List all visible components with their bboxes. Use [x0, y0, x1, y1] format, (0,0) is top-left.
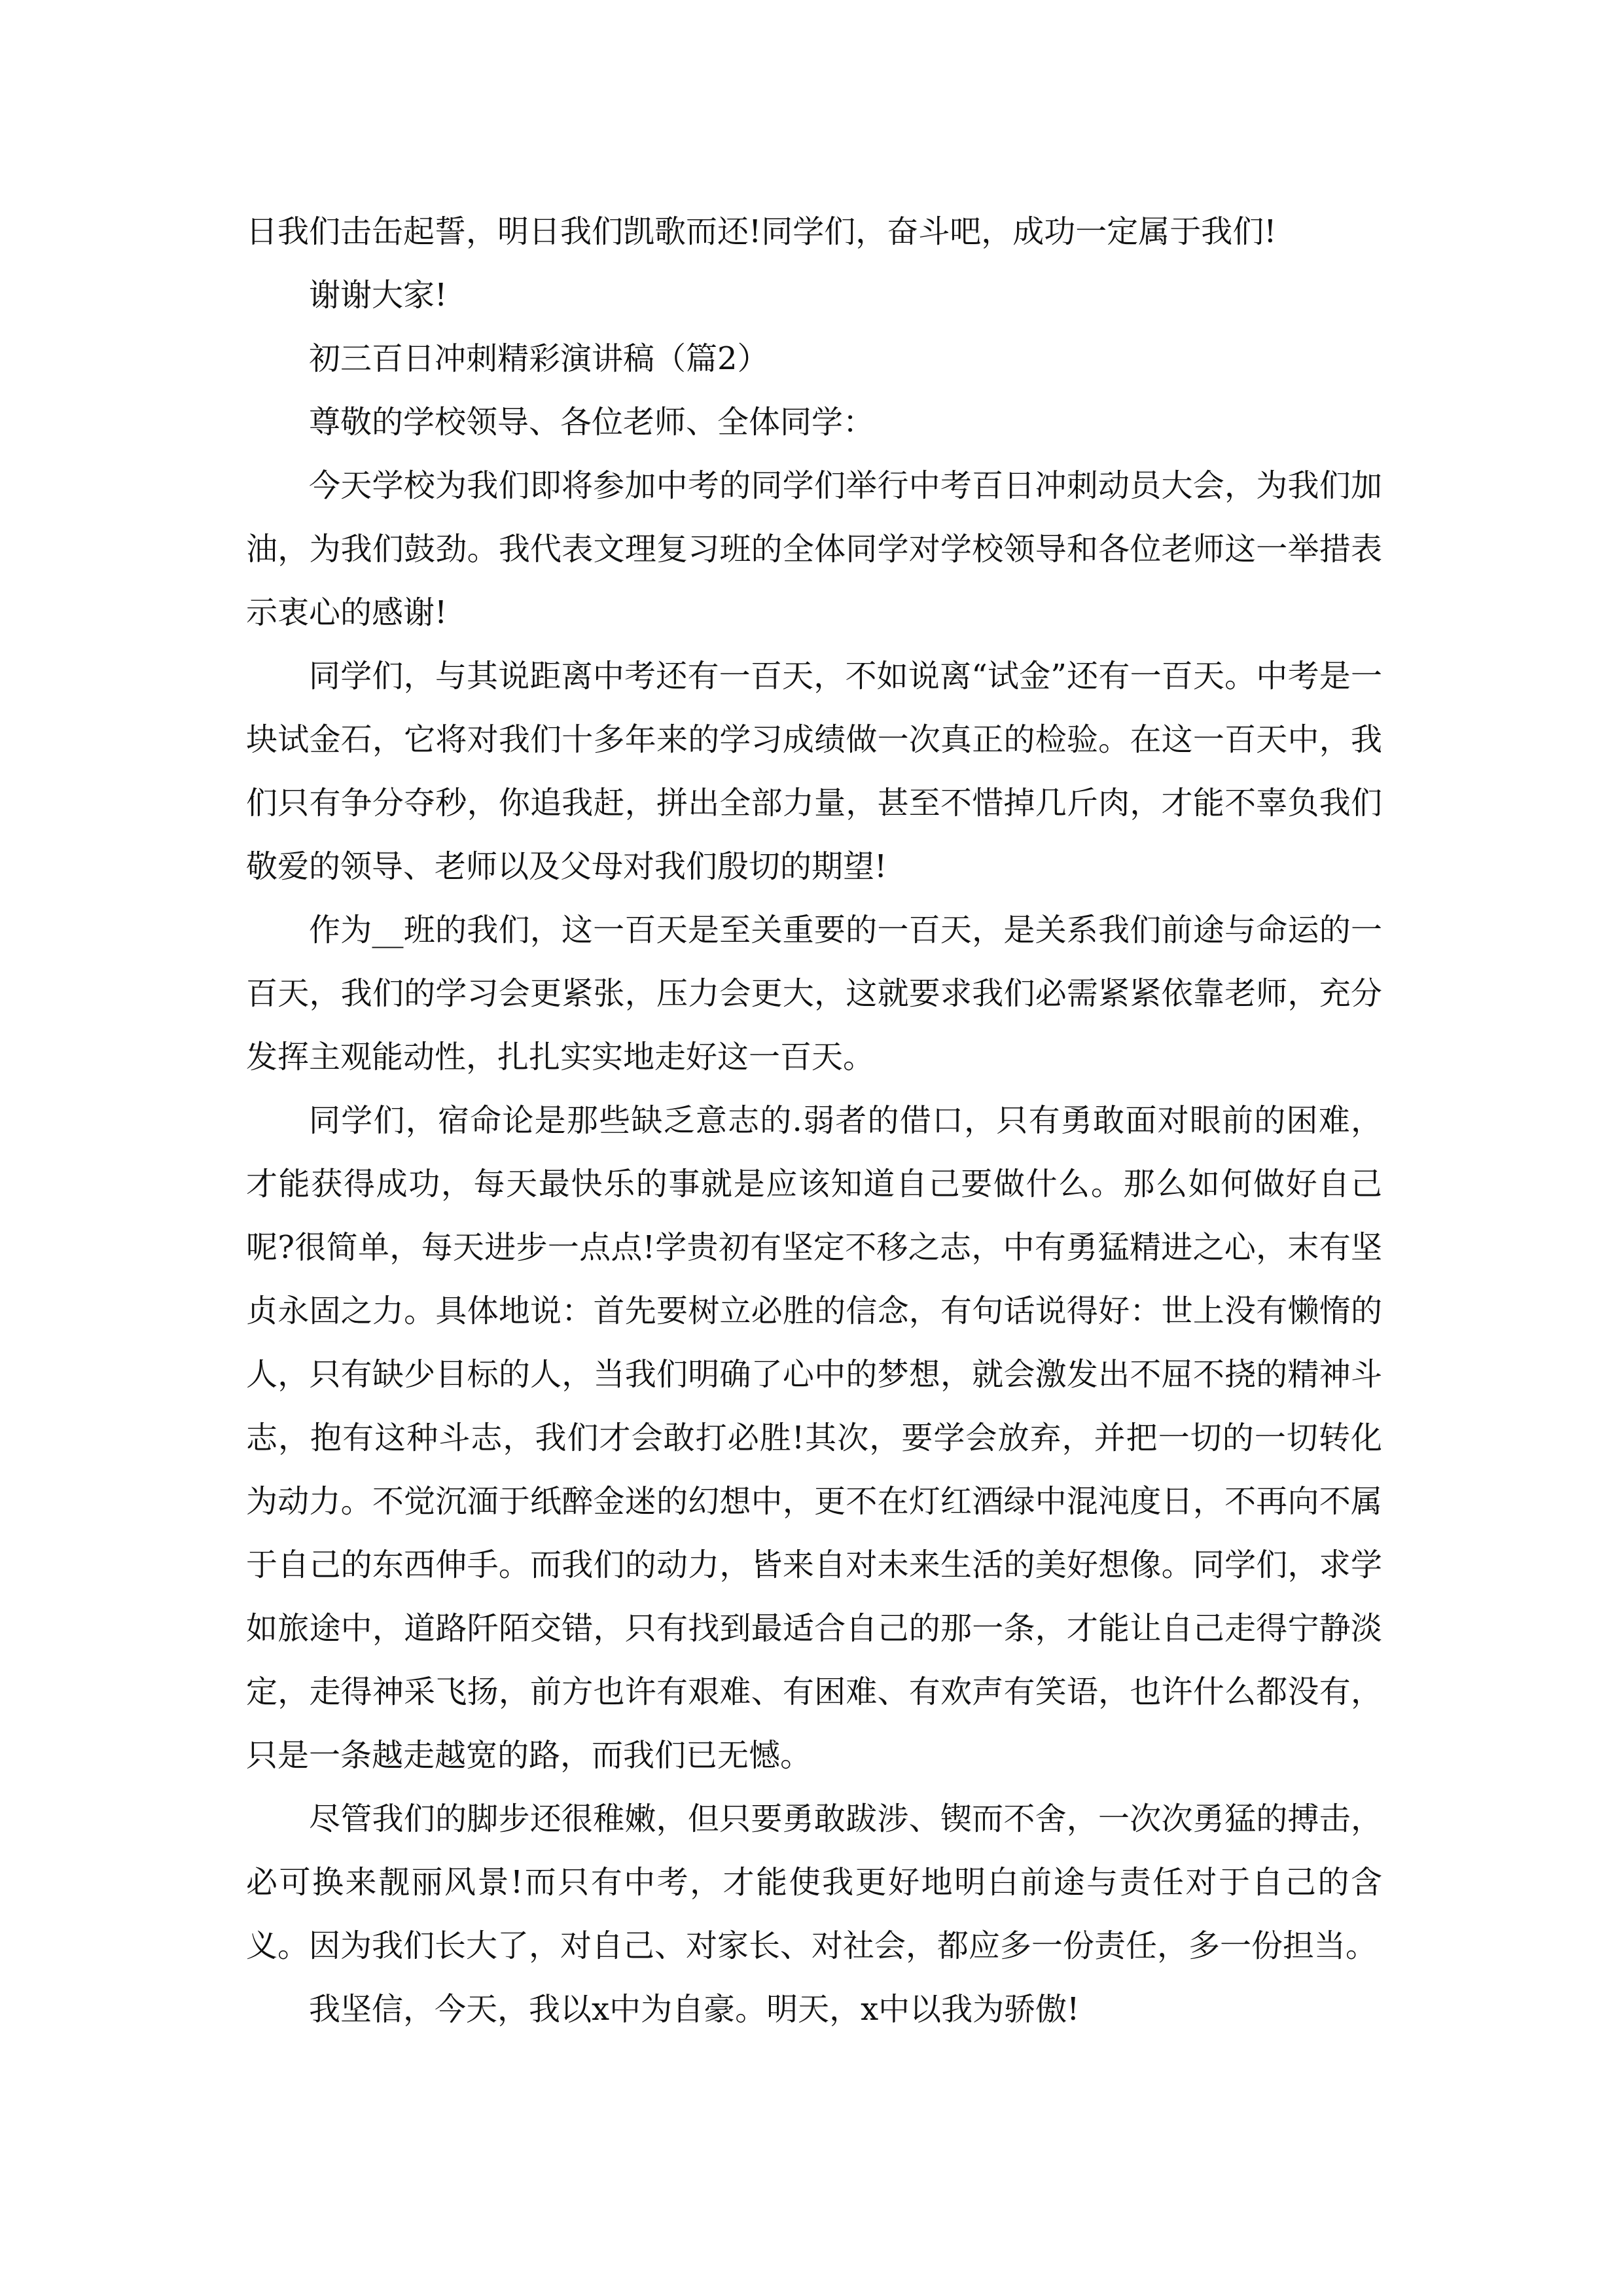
paragraph-closing: 我坚信，今天，我以x中为自豪。明天，x中以我为骄傲! — [309, 1991, 1080, 2028]
speech-body — [246, 200, 1382, 2041]
paragraph-responsibility: 尽管我们的脚步还很稚嫩，但只要勇敢跋涉、锲而不舍，一次次勇猛的搏击，必可换来靓丽风景!而只有中考，才能使我更好地明白前途与责任对于自己的含义。因为我们长大了，对自己、对家长、对社会，都应多一份责任，多一份担当。 — [246, 1801, 1382, 1964]
paragraph-salutation: 尊敬的学校领导、各位老师、全体同学： — [309, 404, 875, 440]
paragraph-class: 作为__班的我们，这一百天是至关重要的一百天，是关系我们前途与命运的一百天，我们的学习会更紧张，压力会更大，这就要求我们必需紧紧依靠老师，充分发挥主观能动性，扎扎实实地走好这一百天。 — [246, 912, 1382, 1075]
paragraph-resolve: 同学们，宿命论是那些缺乏意志的.弱者的借口，只有勇敢面对眼前的困难，才能获得成功，每天最快乐的事就是应该知道自己要做什么。那么如何做好自己呢?很简单，每天进步一点点!学贵初有坚定不移之志，中有勇猛精进之心，末有坚贞永固之力。具体地说：首先要树立必胜的信念，有句话说得好：世上没有懒惰的人，只有缺少目标的人，当我们明确了心中的梦想，就会激发出不屈不挠的精神斗志，抱有这种斗志，我们才会敢打必胜!其次，要学会放弃，并把一切的一切转化为动力。不觉沉湎于纸醉金迷的幻想中，更不在灯红酒绿中混沌度日，不再向不属于自己的东西伸手。而我们的动力，皆来自对未来生活的美好想像。同学们，求学如旅途中，道路阡陌交错，只有找到最适合自己的那一条，才能让自己走得宁静淡定，走得神采飞扬，前方也许有艰难、有困难、有欢声有笑语，也许什么都没有，只是一条越走越宽的路，而我们已无憾。 — [246, 1102, 1382, 1774]
paragraph-intro: 今天学校为我们即将参加中考的同学们举行中考百日冲刺动员大会，为我们加油，为我们鼓劲。我代表文理复习班的全体同学对学校领导和各位老师这一举措表示衷心的感谢! — [246, 467, 1382, 631]
section-title: 初三百日冲刺精彩演讲稿（篇2） — [309, 340, 769, 377]
paragraph-continuation: 日我们击缶起誓，明日我们凯歌而还!同学们，奋斗吧，成功一定属于我们! — [246, 213, 1277, 250]
paragraph-thanks: 谢谢大家! — [309, 277, 448, 314]
paragraph-trial: 同学们，与其说距离中考还有一百天，不如说离“试金”还有一百天。中考是一块试金石，它将对我们十多年来的学习成绩做一次真正的检验。在这一百天中，我们只有争分夺秒，你追我赶，拼出全部力量，甚至不惜掉几斤肉，才能不辜负我们敬爱的领导、老师以及父母对我们殷切的期望! — [246, 658, 1382, 885]
